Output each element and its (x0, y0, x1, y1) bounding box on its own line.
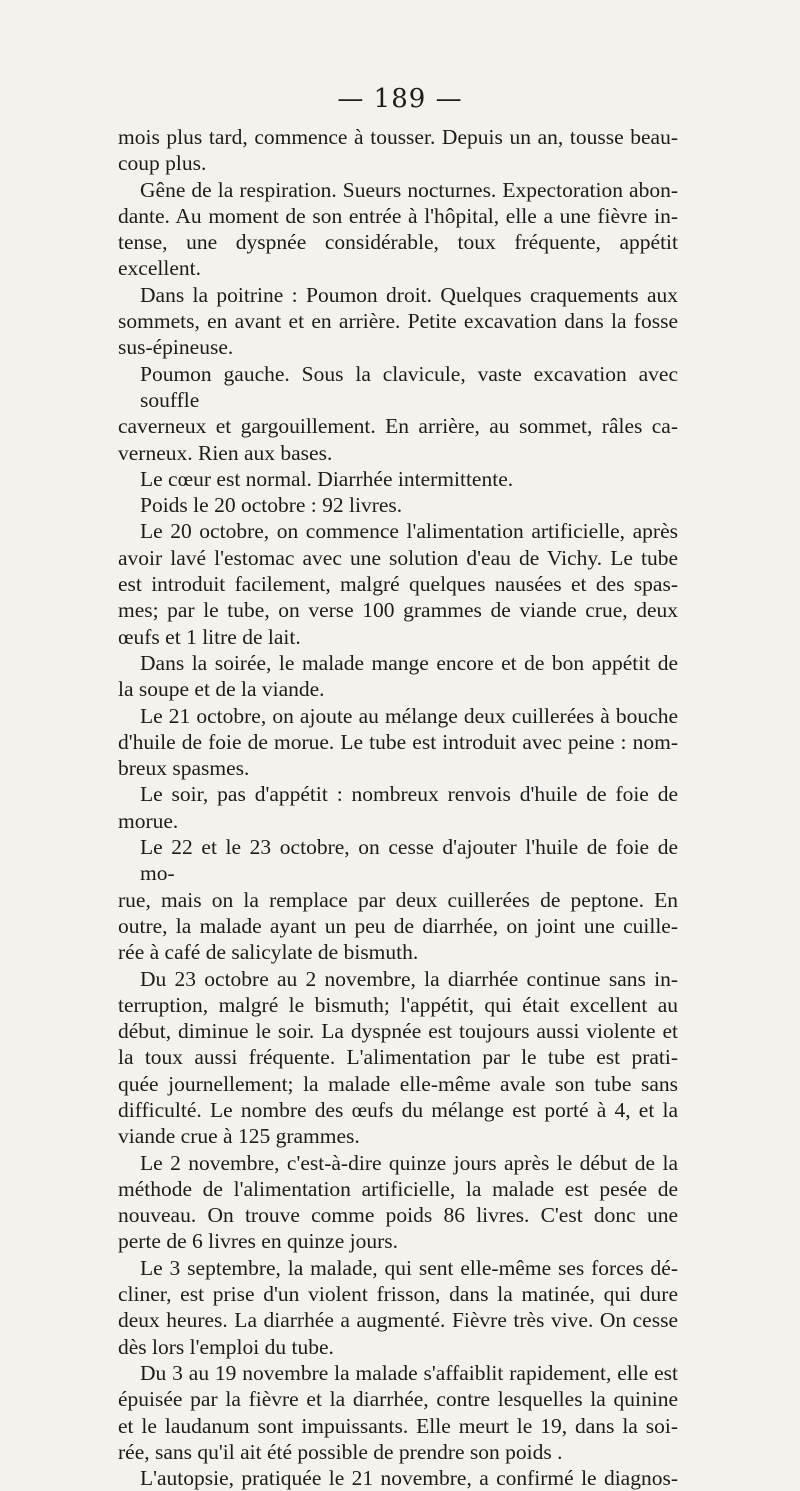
text-line: cliner, est prise d'un violent frisson, dans la matinée, qui dure (118, 1282, 678, 1307)
text-line: sommets, en avant et en arrière. Petite excavation dans la fosse (118, 309, 678, 334)
text-line: morue. (118, 808, 179, 833)
text-line: coup plus. (118, 151, 207, 176)
body-text (118, 124, 678, 1491)
text-line: rée à café de salicylate de bismuth. (118, 940, 419, 965)
text-line: tense, une dyspnée considérable, toux fréquente, appétit excellent. (118, 230, 678, 281)
text-line: rée, sans qu'il ait été possible de prendre son poids . (118, 1439, 563, 1464)
text-line: Le 2 novembre, c'est-à-dire quinze jours après le début de la (140, 1150, 678, 1175)
text-line: mois plus tard, commence à tousser. Depuis un an, tousse beau- (118, 125, 678, 149)
text-line: Le 21 octobre, on ajoute au mélange deux cuillerées à bouche (140, 703, 678, 728)
text-line: Dans la poitrine : Poumon droit. Quelques craquements aux (140, 282, 678, 307)
text-line: et le laudanum sont impuissants. Elle meurt le 19, dans la soi- (118, 1413, 678, 1438)
text-line: épuisée par la fièvre et la diarrhée, contre lesquelles la quinine (118, 1387, 678, 1412)
text-line: œufs et 1 litre de lait. (118, 624, 301, 649)
text-line: verneux. Rien aux bases. (118, 440, 333, 465)
page-number: — 189 — (337, 84, 463, 114)
text-line: L'autopsie, pratiquée le 21 novembre, a confirmé le diagnos- (140, 1466, 678, 1491)
text-line: Le cœur est normal. Diarrhée intermittente. (140, 466, 514, 491)
text-line: Poids le 20 octobre : 92 livres. (140, 493, 403, 518)
text-line: mes; par le tube, on verse 100 grammes de viande crue, deux (118, 598, 678, 623)
text-line: début, diminue le soir. La dyspnée est toujours aussi violente et (118, 1019, 678, 1044)
text-line: Le 20 octobre, on commence l'alimentation artificielle, après (140, 519, 678, 544)
text-line: dès lors l'emploi du tube. (118, 1334, 334, 1359)
text-line: quée journellement; la malade elle-même avale son tube sans (118, 1071, 678, 1096)
text-line: la soupe et de la viande. (118, 677, 325, 702)
text-line: dante. Au moment de son entrée à l'hôpital, elle a une fièvre in- (118, 203, 678, 228)
text-line: la toux aussi fréquente. L'alimentation par le tube est prati- (118, 1045, 678, 1070)
text-line: Dans la soirée, le malade mange encore et de bon appétit de (140, 650, 678, 675)
text-line: Le 3 septembre, la malade, qui sent elle-même ses forces dé- (140, 1255, 678, 1280)
text-line: difficulté. Le nombre des œufs du mélange est porté à 4, et la (118, 1097, 678, 1122)
text-line: Le 22 et le 23 octobre, on cesse d'ajouter l'huile de foie de mo- (140, 835, 678, 886)
text-line: viande crue à 125 grammes. (118, 1124, 360, 1149)
text-line: Le soir, pas d'appétit : nombreux renvois d'huile de foie de (140, 782, 678, 807)
text-line: caverneux et gargouillement. En arrière, au sommet, râles ca- (118, 414, 678, 439)
text-line: avoir lavé l'estomac avec une solution d'eau de Vichy. Le tube (118, 545, 678, 570)
text-line: nouveau. On trouve comme poids 86 livres. C'est donc une (118, 1203, 678, 1228)
text-line: Du 3 au 19 novembre la malade s'affaiblit rapidement, elle est (140, 1360, 678, 1385)
text-line: méthode de l'alimentation artificielle, la malade est pesée de (118, 1176, 678, 1201)
text-line: d'huile de foie de morue. Le tube est introduit avec peine : nom- (118, 729, 678, 754)
text-line: Poumon gauche. Sous la clavicule, vaste excavation avec souffle (140, 361, 678, 412)
text-line: Du 23 octobre au 2 novembre, la diarrhée continue sans in- (140, 966, 678, 991)
text-line: rue, mais on la remplace par deux cuillerées de peptone. En (118, 887, 678, 912)
text-line: sus-épineuse. (118, 335, 234, 360)
text-line: breux spasmes. (118, 756, 250, 781)
text-line: terruption, malgré le bismuth; l'appétit, qui était excellent au (118, 992, 678, 1017)
text-line: deux heures. La diarrhée a augmenté. Fièvre très vive. On cesse (118, 1308, 678, 1333)
text-line: outre, la malade ayant un peu de diarrhée, on joint une cuille- (118, 913, 678, 938)
text-line: Gêne de la respiration. Sueurs nocturnes. Expectoration abon- (140, 177, 678, 202)
text-line: perte de 6 livres en quinze jours. (118, 1229, 399, 1254)
text-line: est introduit facilement, malgré quelques nausées et des spas- (118, 572, 678, 597)
